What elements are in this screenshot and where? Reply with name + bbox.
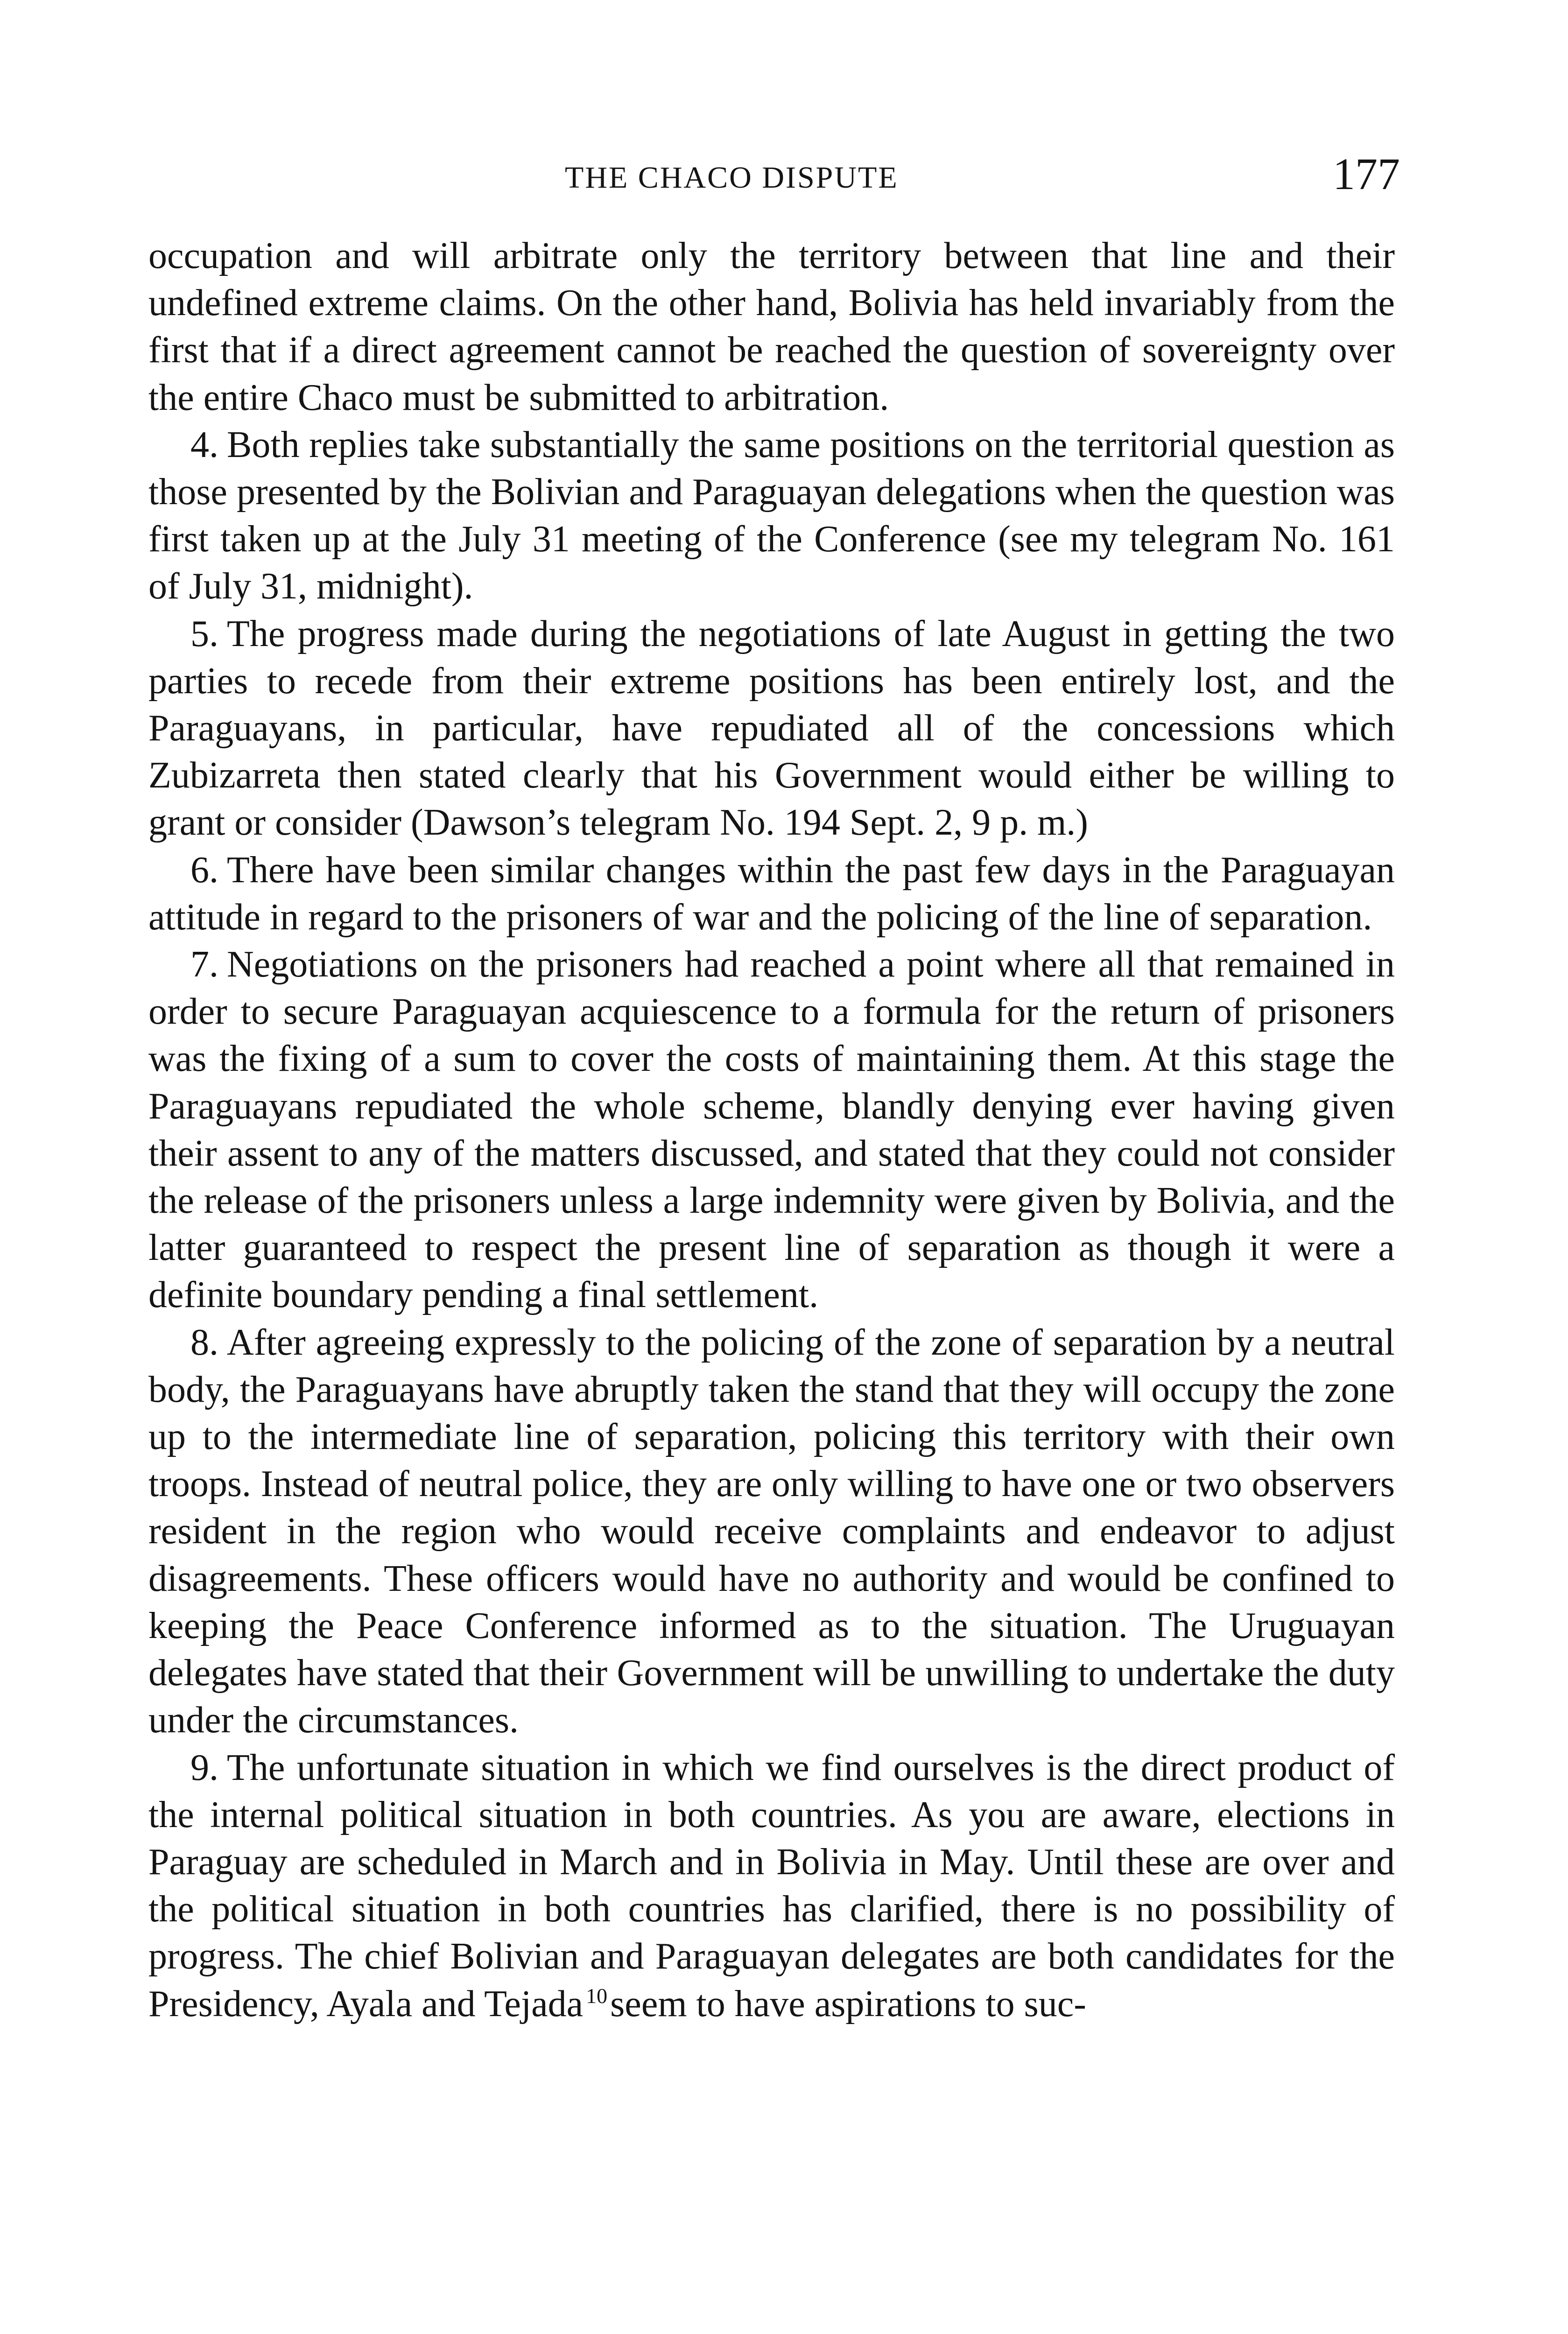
paragraph-number: 6. xyxy=(190,849,218,891)
paragraph-text: Negotiations on the prisoners had reached a point where all that remained in order to secure Paraguayan acquiescence to a formula for the return of prisoners was the fixing of a sum to cover the costs of maintaining them. At this stage the Paraguayans repudiated the whole scheme, blandly denying ever having given their assent to any of the matters discussed, and stated that they could not consider the release of the prisoners unless a large indemnity were given by Bolivia, and the latter guaranteed to respect the present line of separation as though it were a definite boundary pending a final settlement. xyxy=(148,944,1395,1316)
paragraph-text: occupation and will arbitrate only the territory between that line and their undefined extreme claims. On the other hand, Bolivia has held invariably from the first that if a direct agreement cannot be reached the question of sovereignty over the entire Chaco must be submitted to arbitration. xyxy=(148,235,1395,418)
paragraph-number: 7. xyxy=(190,944,218,985)
paragraph-text: After agreeing expressly to the policing of the zone of separation by a neutral body, the Paraguayans have abruptly taken the stand that they will occupy the zone up to the intermediate line of separation, policing this territory with their own troops. Instead of neutral police, they are only willing to have one or two observers resident in the region who would receive complaints and endeavor to adjust disagreements. These officers would have no authority and would be confined to keeping the Peace Conference informed as to the situation. The Uruguayan delegates have stated that their Government will be unwilling to undertake the duty under the circumstances. xyxy=(148,1322,1395,1741)
paragraph-text: Both replies take substantially the same positions on the territorial question as those presented by the Bolivian and Paraguayan delegations when the question was first taken up at the July 31 meeting of the Conference (see my telegram No. 161 of July 31, midnight). xyxy=(148,424,1395,607)
paragraph-7 xyxy=(148,941,1395,1319)
paragraph-5 xyxy=(148,611,1395,847)
paragraph-number: 5. xyxy=(190,613,218,654)
paragraph-8 xyxy=(148,1319,1395,1744)
running-title: THE CHACO DISPUTE xyxy=(565,161,899,195)
paragraph-number: 4. xyxy=(190,424,218,465)
running-head xyxy=(0,148,1568,204)
body-text xyxy=(148,232,1395,2028)
paragraph-text: The progress made during the negotiations of late August in getting the two parties to recede from their extreme positions has been entirely lost, and the Paraguayans, in particular, have repudiated all of the concessions which Zubizarreta then stated clearly that his Government would either be willing to grant or consider (Dawson’s telegram No. 194 Sept. 2, 9 p. m.) xyxy=(148,613,1395,844)
paragraph-text: There have been similar changes within the past few days in the Paraguayan attitude in regard to the prisoners of war and the policing of the line of separation. xyxy=(148,849,1395,938)
paragraph-6 xyxy=(148,847,1395,941)
paragraph-9 xyxy=(148,1744,1395,2028)
paragraph-number: 8. xyxy=(190,1322,218,1363)
paragraph-4 xyxy=(148,422,1395,611)
paragraph-text: The unfortunate situation in which we find ourselves is the direct product of the internal political situation in both countries. As you are aware, elections in Paraguay are scheduled in March and in Bolivia in May. Until these are over and the political situation in both countries has clarified, there is no possibility of progress. The chief Bolivian and Paraguayan delegates are both candidates for the Presidency, Ayala and Tejada xyxy=(148,1747,1395,2025)
paragraph-text-continued: seem to have aspirations to suc- xyxy=(610,1983,1086,2025)
page-number: 177 xyxy=(1333,149,1400,199)
paragraph-continued xyxy=(148,232,1395,422)
paragraph-number: 9. xyxy=(190,1747,218,1788)
footnote-reference[interactable]: 10 xyxy=(586,1983,608,2008)
